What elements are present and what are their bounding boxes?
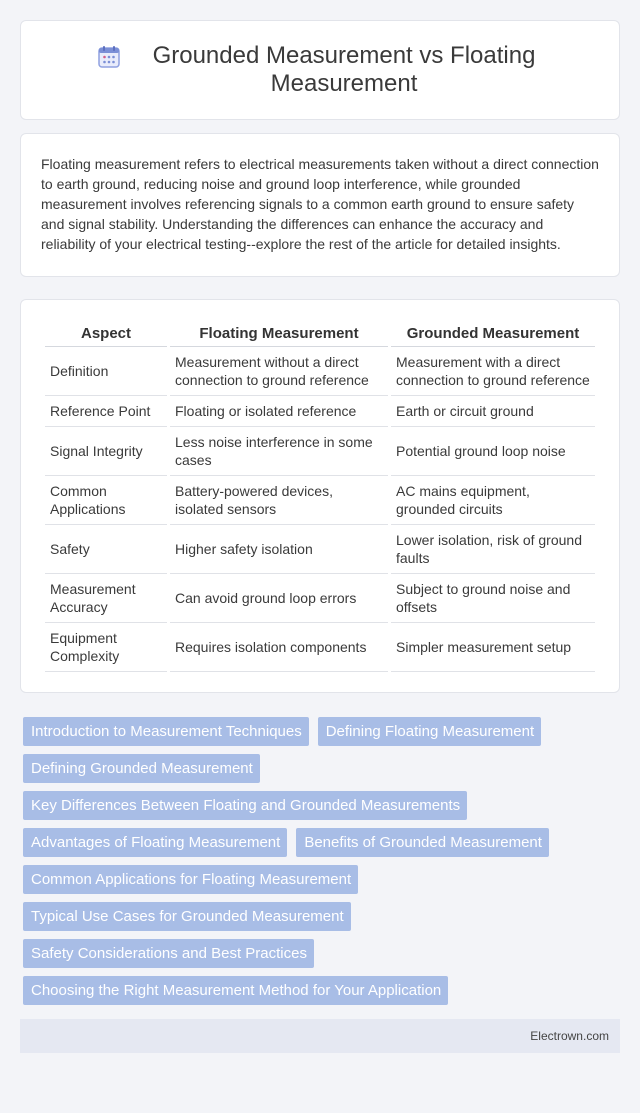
table-row <box>45 427 595 476</box>
table-cell-aspect: Signal Integrity <box>45 427 167 476</box>
table-cell-aspect: Common Applications <box>45 476 167 525</box>
table-cell-grounded: Potential ground loop noise <box>391 427 595 476</box>
tag-benefits-grounded[interactable]: Benefits of Grounded Measurement <box>296 828 549 857</box>
footer-brand[interactable]: Electrown.com <box>530 1029 609 1043</box>
table-cell-floating: Higher safety isolation <box>170 525 388 574</box>
tag-choosing-method[interactable]: Choosing the Right Measurement Method for Your Application <box>23 976 448 1005</box>
table-cell-aspect: Reference Point <box>45 396 167 427</box>
table-row <box>45 476 595 525</box>
intro-paragraph: Floating measurement refers to electrical measurements taken without a direct connection to earth ground, reducing noise and ground loop interference, while grounded measurement involves referencing signals to a common earth ground to ensure safety and signal stability. Understanding the differences can enhance the accuracy and reliability of your electrical testing--explore the rest of the article for detailed insights. <box>41 156 599 252</box>
table-row <box>45 525 595 574</box>
tag-defining-grounded[interactable]: Defining Grounded Measurement <box>23 754 260 783</box>
comparison-table-card <box>20 299 620 693</box>
table-cell-aspect: Safety <box>45 525 167 574</box>
table-cell-floating: Measurement without a direct connection to ground reference <box>170 347 388 396</box>
table-row <box>45 396 595 427</box>
tag-applications-floating[interactable]: Common Applications for Floating Measurement <box>23 865 358 894</box>
table-cell-grounded: Earth or circuit ground <box>391 396 595 427</box>
calendar-icon <box>96 44 122 70</box>
table-cell-floating: Can avoid ground loop errors <box>170 574 388 623</box>
table-cell-floating: Less noise interference in some cases <box>170 427 388 476</box>
tag-safety-considerations[interactable]: Safety Considerations and Best Practices <box>23 939 314 968</box>
table-cell-floating: Floating or isolated reference <box>170 396 388 427</box>
table-cell-aspect: Equipment Complexity <box>45 623 167 672</box>
header-aspect: Aspect <box>45 320 167 347</box>
table-header-row <box>45 320 595 347</box>
tag-use-cases-grounded[interactable]: Typical Use Cases for Grounded Measurement <box>23 902 351 931</box>
table-cell-grounded: Subject to ground noise and offsets <box>391 574 595 623</box>
table-cell-floating: Battery-powered devices, isolated sensors <box>170 476 388 525</box>
table-cell-grounded: Lower isolation, risk of ground faults <box>391 525 595 574</box>
footer <box>20 1019 620 1053</box>
header-floating: Floating Measurement <box>170 320 388 347</box>
tag-defining-floating[interactable]: Defining Floating Measurement <box>318 717 541 746</box>
table-cell-grounded: AC mains equipment, grounded circuits <box>391 476 595 525</box>
header-inner <box>96 42 544 98</box>
comparison-table <box>42 320 598 672</box>
table-row <box>45 347 595 396</box>
intro-card <box>20 133 620 277</box>
header-grounded: Grounded Measurement <box>391 320 595 347</box>
table-row <box>45 623 595 672</box>
tag-key-differences[interactable]: Key Differences Between Floating and Grounded Measurements <box>23 791 467 820</box>
header-card <box>20 20 620 120</box>
table-cell-aspect: Definition <box>45 347 167 396</box>
table-cell-floating: Requires isolation components <box>170 623 388 672</box>
topic-tags <box>20 717 620 1013</box>
tag-intro-measurement-techniques[interactable]: Introduction to Measurement Techniques <box>23 717 309 746</box>
table-row <box>45 574 595 623</box>
table-cell-aspect: Measurement Accuracy <box>45 574 167 623</box>
tag-advantages-floating[interactable]: Advantages of Floating Measurement <box>23 828 287 857</box>
page-title: Grounded Measurement vs Floating Measurement <box>152 42 536 97</box>
table-cell-grounded: Measurement with a direct connection to ground reference <box>391 347 595 396</box>
table-cell-grounded: Simpler measurement setup <box>391 623 595 672</box>
